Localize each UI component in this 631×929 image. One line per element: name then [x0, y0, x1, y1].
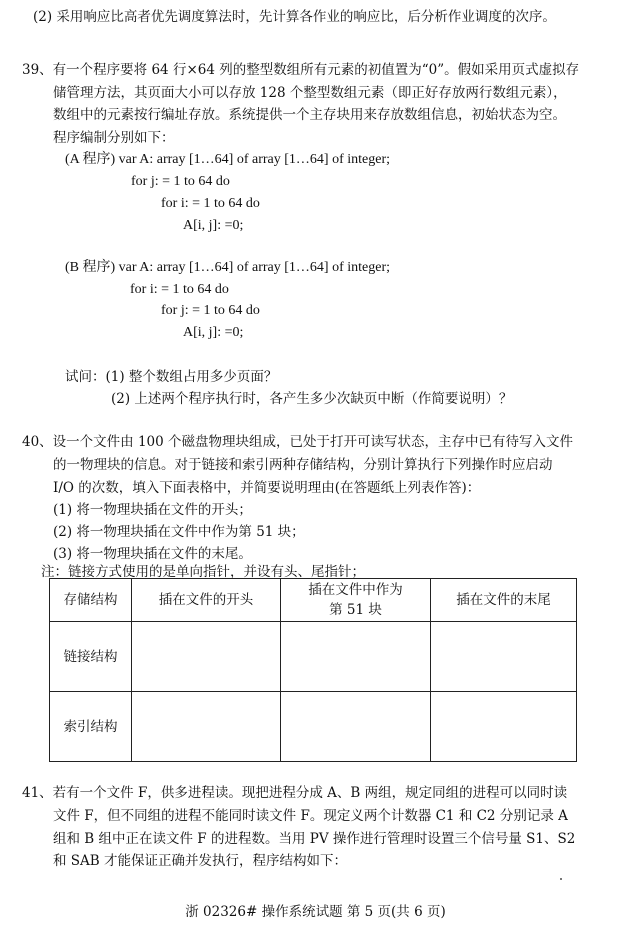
q39-question-1: 试问：(1) 整个数组占用多少页面？ [65, 369, 278, 385]
q39-line-1: 39、有一个程序要将 64 行×64 列的整型数组所有元素的初值置为“0”。假如采用页式虚拟存 [22, 62, 580, 78]
table-cell [132, 692, 281, 762]
table-header-insert-start: 插在文件的开头 [132, 579, 281, 622]
q40-item-2: (2) 将一物理块插在文件中作为第 51 块； [53, 524, 305, 540]
q40-line-1: 40、设一个文件由 100 个磁盘物理块组成，已处于打开可读写状态，主存中已有待写入文件 [22, 434, 574, 450]
q41-line-2: 文件 F，但不同组的进程不能同时读文件 F。现定义两个计数器 C1 和 C2 分别记录 A [53, 808, 568, 824]
program-a-decl: (A 程序) var A: array [1…64] of array [1…64] of integer; [65, 152, 391, 167]
table-header-insert-middle-line2: 第 51 块 [329, 602, 382, 618]
q40-line-2: 的一物理块的信息。对于链接和索引两种存储结构，分别计算执行下列操作时应启动 [53, 457, 553, 473]
program-b-for1: for i: = 1 to 64 do [130, 282, 229, 297]
table-cell [132, 622, 281, 692]
program-b-decl: (B 程序) var A: array [1…64] of array [1…64] of integer; [65, 260, 391, 275]
table-row [50, 622, 577, 692]
q39-question-2: (2) 上述两个程序执行时，各产生多少次缺页中断（作简要说明）？ [111, 391, 513, 407]
scan-speck [560, 878, 562, 880]
table-header-insert-middle-line1: 插在文件中作为 [308, 582, 403, 598]
q41-line-4: 和 SAB 才能保证正确并发执行，程序结构如下： [53, 853, 348, 869]
table-cell [431, 622, 577, 692]
program-a-stmt: A[i, j]: =0; [183, 218, 244, 233]
program-a-for2: for i: = 1 to 64 do [161, 196, 260, 211]
program-b-for2: for j: = 1 to 64 do [161, 303, 260, 318]
table-row [50, 692, 577, 762]
table-cell [281, 692, 431, 762]
q40-line-3: I/O 的次数，填入下面表格中，并简要说明理由(在答题纸上列表作答)： [53, 480, 481, 496]
q39-line-4: 程序编制分别如下： [53, 130, 175, 146]
q41-line-3: 组和 B 组中正在读文件 F 的进程数。当用 PV 操作进行管理时设置三个信号量 S1、S2 [53, 831, 576, 847]
q39-line-3: 数组中的元素按行编址存放。系统提供一个主存块用来存放数组信息，初始状态为空。 [53, 107, 566, 123]
q39-line-2: 储管理方法，其页面大小可以存放 128 个整型数组元素（即正好存放两行数组元素）， [53, 85, 567, 101]
table-header-insert-middle [281, 579, 431, 622]
q40-note: 注：链接方式使用的是单向指针，并设有头、尾指针； [41, 564, 365, 580]
table-row-label: 索引结构 [50, 692, 132, 762]
q38-part2: (2) 采用响应比高者优先调度算法时，先计算各作业的响应比，后分析作业调度的次序。 [33, 9, 556, 25]
q41-line-1: 41、若有一个文件 F，供多进程读。现把进程分成 A、B 两组，规定同组的进程可以同时读 [22, 785, 568, 801]
program-b-stmt: A[i, j]: =0; [183, 325, 244, 340]
q40-item-1: (1) 将一物理块插在文件的开头； [53, 502, 252, 518]
table-cell [431, 692, 577, 762]
io-count-table [49, 578, 577, 762]
table-header-structure: 存储结构 [50, 579, 132, 622]
program-a-for1: for j: = 1 to 64 do [131, 174, 230, 189]
q40-item-3: (3) 将一物理块插在文件的末尾。 [53, 546, 252, 562]
table-cell [281, 622, 431, 692]
table-header-insert-end: 插在文件的末尾 [431, 579, 577, 622]
table-header-row [50, 579, 577, 622]
page-footer: 浙 02326# 操作系统试题 第 5 页(共 6 页) [185, 904, 446, 920]
table-row-label: 链接结构 [50, 622, 132, 692]
